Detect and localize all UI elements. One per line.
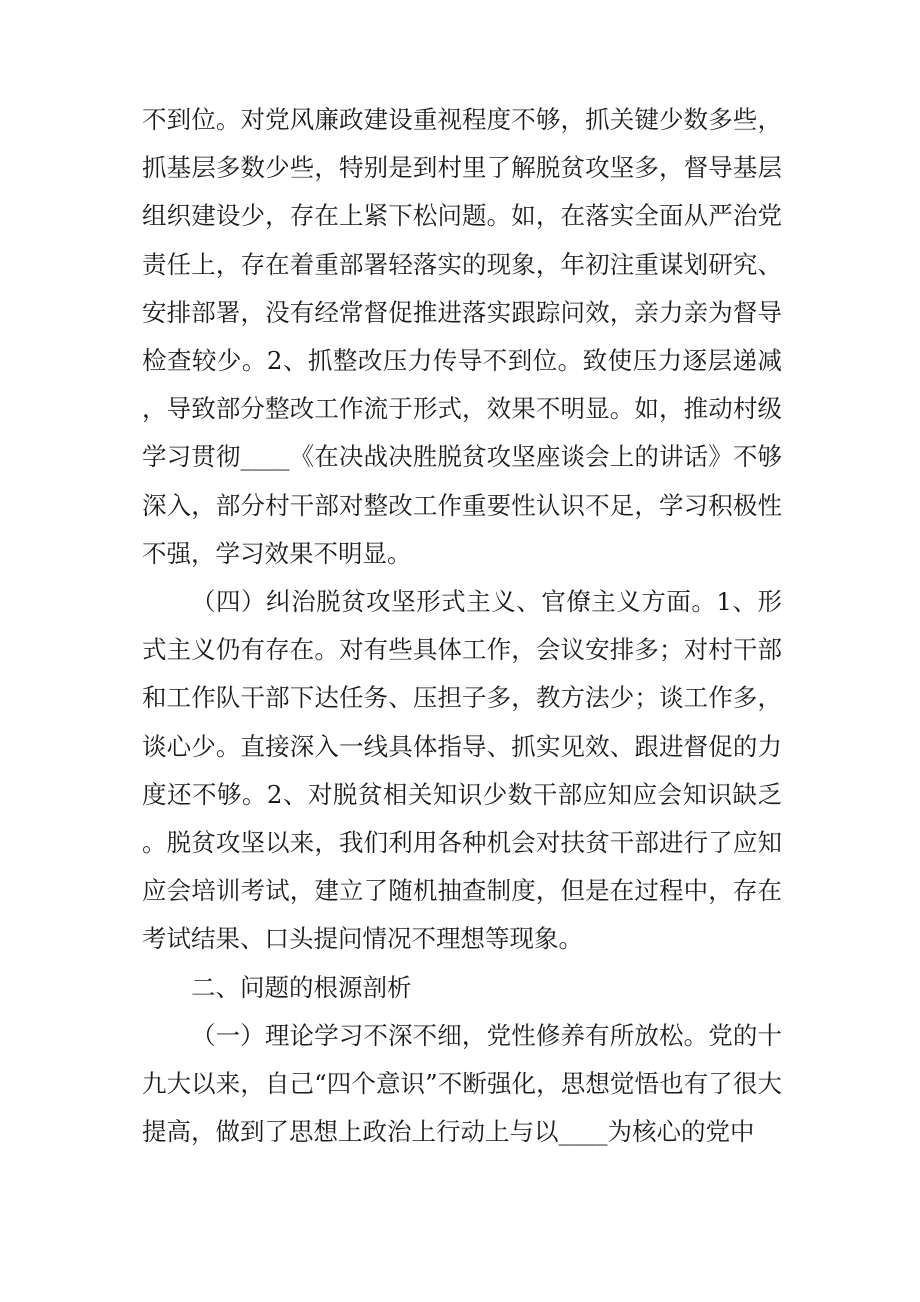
- section-heading-root-cause: 二、问题的根源剖析: [191, 972, 412, 1002]
- body-paragraph-1: 不到位。对党风廉政建设重视程度不够，抓关键少数多些，抓基层多数少些，特别是到村里了解脱贫攻坚多，督导基层组织建设少，存在上紧下松问题。如，在落实全面从严治党责任上，存在着重部署轻落实的现象，年初注重谋划研究、安排部署，没有经常督促推进落实跟踪问效，亲力亲为督导检查较少。2、抓整改压力传导不到位。致使压力逐层递减，导致部分整改工作流于形式，效果不明显。如，推动村级学习贯彻____《在决战决胜脱贫攻坚座谈会上的讲话》不够深入，部分村干部对整改工作重要性认识不足，学习积极性不强，学习效果不明显。: [142, 105, 782, 568]
- body-paragraph-section-four: （四）纠治脱贫攻坚形式主义、官僚主义方面。1、形式主义仍有存在。对有些具体工作，会议安排多；对村干部和工作队干部下达任务、压担子多，教方法少；谈工作多，谈心少。直接深入一线具体指导、抓实见效、跟进督促的力度还不够。2、对脱贫相关知识少数干部应知应会知识缺乏。脱贫攻坚以来，我们利用各种机会对扶贫干部进行了应知应会培训考试，建立了随机抽查制度，但是在过程中，存在考试结果、口头提问情况不理想等现象。: [142, 587, 782, 954]
- body-paragraph-theory-study: （一）理论学习不深不细，党性修养有所放松。党的十九大以来，自己“四个意识”不断强化，思想觉悟也有了很大提高，做到了思想上政治上行动上与以____为核心的党中: [142, 1020, 782, 1147]
- document-page: [142, 96, 782, 1156]
